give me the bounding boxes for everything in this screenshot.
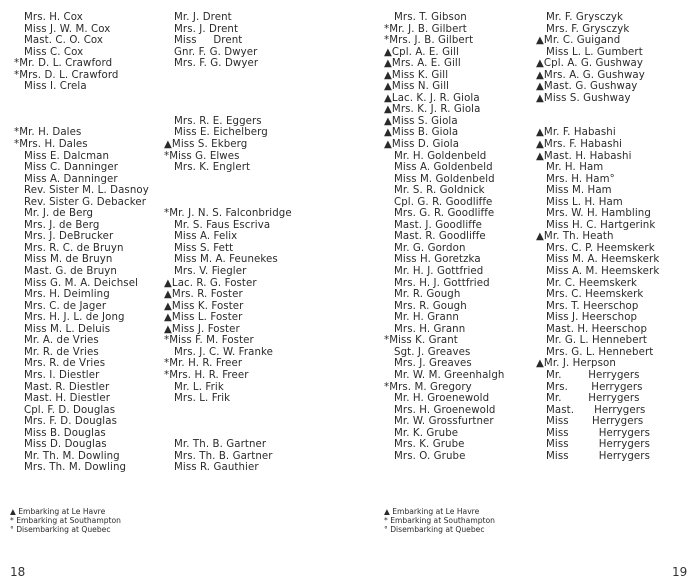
list-item: Mr. Th. M. Dowling (14, 450, 120, 462)
list-item: Mrs. C. de Jager (14, 300, 107, 312)
page-number-left: 18 (10, 565, 26, 579)
list-item: Miss L. L. Gumbert (536, 46, 643, 58)
list-item: Mrs. T. Heerschop (536, 300, 639, 312)
list-item: Miss M. A. Feunekes (164, 254, 278, 266)
list-item: *Miss F. M. Foster (164, 335, 254, 347)
list-item: Mr. A. de Vries (14, 335, 99, 347)
list-item: Miss S. Fett (164, 242, 234, 254)
list-item: Mrs. H. Cox (14, 12, 83, 23)
list-item: *Mr. J. B. Gilbert (384, 23, 467, 35)
list-item: Miss J. Heerschop (536, 312, 638, 324)
list-item: Miss H. Goretzka (384, 254, 481, 266)
list-item: Miss M. de Bruyn (14, 254, 113, 266)
list-item: Mrs. Herrygers (536, 381, 643, 393)
list-item: Mrs. J. de Berg (14, 219, 100, 231)
list-item: Mast. H. Diestler (14, 393, 111, 405)
list-item: Mrs. R. Gough (384, 300, 467, 312)
list-item: Miss A. M. Heemskerk (536, 266, 660, 278)
list-item: Mr. J. de Berg (14, 208, 94, 220)
list-item: ▲Miss S. Giola (384, 115, 458, 127)
list-item (164, 70, 292, 82)
list-item: Mrs. L. Frik (164, 393, 231, 405)
list-item: Mrs. I. Diestler (14, 369, 100, 381)
list-item: *Mrs. D. L. Crawford (14, 69, 119, 81)
list-item: Miss Herrygers (536, 416, 644, 428)
legend-left (10, 508, 121, 534)
list-item: Mr. H. J. Gottfried (384, 266, 484, 278)
list-item: Sgt. J. Greaves (384, 346, 471, 358)
list-item: Miss C. Cox (14, 46, 84, 58)
list-item: Mr. F. Grysczyk (536, 12, 624, 23)
list-item: Mrs. H. J. Gottfried (384, 277, 490, 289)
list-item: Gnr. F. G. Dwyer (164, 46, 258, 58)
list-item: ▲Miss N. Gill (384, 81, 450, 93)
list-item: Miss C. Danninger (14, 162, 118, 174)
list-item: Mr. W. M. Greenhalgh (384, 369, 505, 381)
list-item: Miss Herrygers (536, 427, 650, 439)
list-item: ▲Miss S. Gushway (536, 92, 631, 104)
list-item: ▲Miss D. Giola (384, 139, 460, 151)
list-item: ° Disembarking at Quebec (384, 524, 485, 534)
list-item: *Miss G. Elwes (164, 150, 240, 162)
list-item: Cpl. G. R. Goodliffe (384, 196, 493, 208)
list-item: Mrs. C. P. Heemskerk (536, 242, 655, 254)
list-item: ° Disembarking at Quebec (10, 524, 111, 534)
list-item: Mrs. R. de Vries (14, 358, 106, 370)
list-item: Mrs. Th. B. Gartner (164, 450, 273, 462)
list-item: ▲Mrs. R. Foster (164, 289, 243, 301)
list-item (14, 104, 149, 116)
list-item: Miss Herrygers (536, 439, 650, 451)
list-item: Mrs. H. Deimling (14, 289, 110, 301)
list-item: ▲Mr. J. Herpson (536, 358, 616, 370)
list-item: Miss Drent (164, 35, 243, 47)
list-item: Mrs. J. Greaves (384, 358, 472, 370)
list-item (536, 104, 659, 116)
list-item: Mrs. J. DeBrucker (14, 231, 114, 243)
list-item: Mr. Th. B. Gartner (164, 439, 267, 451)
list-item: Mrs. J. C. W. Franke (164, 346, 274, 358)
list-item: Mr. H. Goldenbeld (384, 150, 487, 162)
list-item: Mrs. R. C. de Bruyn (14, 242, 124, 254)
page-number-right: 19 (672, 565, 688, 579)
list-item: ▲Mrs. A. G. Gushway (536, 69, 645, 81)
list-item: Cpl. F. D. Douglas (14, 404, 116, 416)
list-item: ▲Lac. K. J. R. Giola (384, 92, 480, 104)
list-item: Mr. H. Ham (536, 162, 604, 174)
list-item: Miss A. Felix (164, 231, 238, 243)
list-item: Mr. L. Frik (164, 381, 224, 393)
list-item: Mr. G. L. Hennebert (536, 335, 647, 347)
list-item: Miss E. Eichelberg (164, 127, 268, 139)
list-item: *Mrs. J. B. Gilbert (384, 35, 474, 47)
name-column-2 (164, 12, 292, 474)
list-item: Miss I. Crela (14, 81, 87, 93)
name-column-3 (384, 12, 504, 462)
list-item: Miss D. Douglas (14, 439, 107, 451)
list-item: Mast. G. de Bruyn (14, 266, 117, 278)
list-item: ▲Lac. R. G. Foster (164, 277, 257, 289)
list-item (164, 428, 292, 440)
list-item: Mrs. H. Ham° (536, 173, 615, 185)
list-item: Mrs. R. E. Eggers (164, 115, 262, 127)
list-item: ▲Mr. Th. Heath (536, 231, 614, 243)
list-item: ▲ Embarking at Le Havre (384, 507, 480, 516)
list-item: Mr. J. Drent (164, 12, 232, 23)
list-item: Miss J. W. M. Cox (14, 23, 111, 35)
list-item: *Mr. H. R. Freer (164, 358, 243, 370)
list-item: Mrs. T. Gibson (384, 12, 467, 23)
list-item (164, 185, 292, 197)
list-item: Mrs. J. Drent (164, 23, 239, 35)
list-item: Mr. Herrygers (536, 369, 640, 381)
list-item: Miss M. Ham (536, 185, 612, 197)
list-item: Miss L. H. Ham (536, 196, 623, 208)
list-item: Miss A. Danninger (14, 173, 118, 185)
list-item: *Mrs. H. R. Freer (164, 369, 249, 381)
list-item: Mrs. K. Englert (164, 162, 251, 174)
list-item: * Embarking at Southampton (384, 515, 495, 525)
list-item: ▲Mrs. F. Habashi (536, 139, 623, 151)
list-item: Mr. S. R. Goldnick (384, 185, 485, 197)
list-item: Mrs. H. Grann (384, 323, 466, 335)
list-item: Mast. J. Goodliffe (384, 219, 483, 231)
list-item: Miss M. A. Heemskerk (536, 254, 660, 266)
list-item: Mr. C. Heemskerk (536, 277, 638, 289)
list-item: Mrs. F. Grysczyk (536, 23, 630, 35)
list-item: Mr. R. Gough (384, 289, 461, 301)
list-item: ▲Mrs. K. J. R. Giola (384, 104, 481, 116)
list-item: Mr. W. Grossfurtner (384, 416, 494, 428)
list-item: Miss E. Dalcman (14, 150, 110, 162)
list-item (164, 81, 292, 93)
list-item: ▲Miss S. Ekberg (164, 139, 248, 151)
name-column-4 (536, 12, 659, 462)
list-item: Mast. R. Goodliffe (384, 231, 486, 243)
list-item: Mrs. H. J. L. de Jong (14, 312, 125, 324)
list-item: Miss H. C. Hartgerink (536, 219, 656, 231)
list-item: *Mr. D. L. Crawford (14, 58, 113, 70)
list-item: *Miss K. Grant (384, 335, 458, 347)
list-item: ▲Mr. C. Guigand (536, 35, 621, 47)
list-item: *Mrs. H. Dales (14, 139, 88, 151)
list-item: ▲Mast. G. Gushway (536, 81, 638, 93)
list-item (164, 416, 292, 428)
list-item: Mrs. K. Grube (384, 439, 465, 451)
list-item: Mrs. O. Grube (384, 450, 466, 462)
list-item: Mr. G. Gordon (384, 242, 466, 254)
list-item: Mast. H. Heerschop (536, 323, 648, 335)
list-item: * Embarking at Southampton (10, 515, 121, 525)
list-item: Miss G. M. A. Deichsel (14, 277, 138, 289)
list-item: *Mr. J. N. S. Falconbridge (164, 208, 292, 220)
list-item (164, 93, 292, 105)
list-item: Mrs. G. R. Goodliffe (384, 208, 495, 220)
list-item (164, 104, 292, 116)
list-item (14, 116, 149, 128)
list-item: Miss M. Goldenbeld (384, 173, 495, 185)
list-item: Mr. S. Faus Escriva (164, 219, 271, 231)
legend-right (384, 508, 495, 534)
list-item: ▲Miss K. Foster (164, 300, 244, 312)
list-item: ▲Cpl. A. G. Gushway (536, 58, 643, 70)
list-item: Mrs. H. Groenewold (384, 404, 496, 416)
list-item: Mrs. F. G. Dwyer (164, 58, 259, 70)
list-item: ▲Mr. F. Habashi (536, 127, 616, 139)
list-item: Mrs. Th. M. Dowling (14, 462, 127, 474)
list-item: Miss A. Goldenbeld (384, 162, 493, 174)
list-item: Mrs. G. L. Hennebert (536, 346, 654, 358)
list-item: *Mr. H. Dales (14, 127, 82, 139)
list-item: ▲Miss K. Gill (384, 69, 449, 81)
list-item: Mr. K. Grube (384, 427, 459, 439)
list-item: Miss R. Gauthier (164, 462, 259, 474)
list-item: Mr. H. Grann (384, 312, 459, 324)
list-item: ▲Cpl. A. E. Gill (384, 46, 459, 58)
list-item: ▲Miss B. Giola (384, 127, 459, 139)
list-item: Rev. Sister M. L. Dasnoy (14, 185, 149, 197)
list-item (164, 197, 292, 209)
list-item (14, 93, 149, 105)
list-item (536, 116, 659, 128)
list-item: Miss B. Douglas (14, 427, 106, 439)
list-item: Mrs. W. H. Hambling (536, 208, 651, 220)
list-item: Rev. Sister G. Debacker (14, 196, 146, 208)
list-item: Mr. H. Groenewold (384, 393, 490, 405)
list-item: Miss M. L. Deluis (14, 323, 111, 335)
list-item: ▲Miss J. Foster (164, 323, 240, 335)
list-item: Mast. Herrygers (536, 404, 646, 416)
list-item: Mast. C. O. Cox (14, 35, 104, 47)
list-item: *Mrs. M. Gregory (384, 381, 472, 393)
list-item: ▲Mrs. A. E. Gill (384, 58, 461, 70)
list-item (164, 174, 292, 186)
list-item: Mr. Herrygers (536, 393, 640, 405)
list-item (164, 405, 292, 417)
list-item: Mr. R. de Vries (14, 346, 99, 358)
list-item: Miss Herrygers (536, 450, 650, 462)
list-item: Mrs. V. Fiegler (164, 266, 247, 278)
list-item: Mast. R. Diestler (14, 381, 110, 393)
list-item: ▲Miss L. Foster (164, 312, 243, 324)
list-item: ▲Mast. H. Habashi (536, 150, 632, 162)
list-item: ▲ Embarking at Le Havre (10, 507, 106, 516)
list-item: Mrs. C. Heemskerk (536, 289, 644, 301)
name-column-1 (14, 12, 149, 474)
list-item: Mrs. F. D. Douglas (14, 416, 117, 428)
